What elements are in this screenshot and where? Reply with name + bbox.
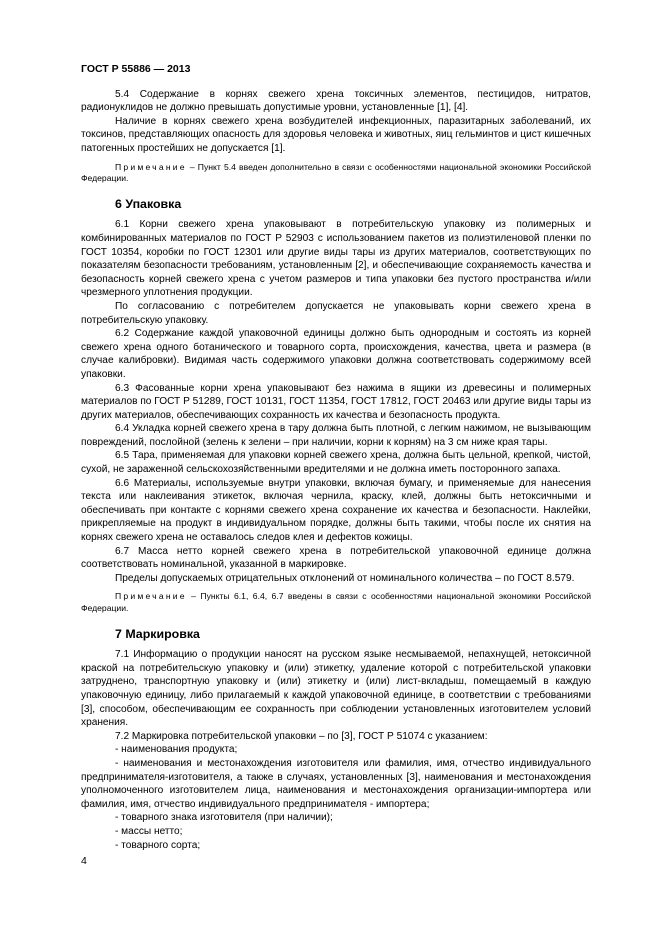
list-item: - наименования и местонахождения изготовителя или фамилия, имя, отчество индивидуального предпринимателя-изготовителя, а также в случаях, установленных [3], наименования и местонахождения уполномоченного изготовителем лица, наименования и местонахождения организации-импортера или фамилия, имя, отчество индивидуального предпринимателя - импортера; (81, 757, 591, 810)
paragraph-5-4-cont: Наличие в корнях свежего хрена возбудителей инфекционных, паразитарных заболеваний, их токсинов, представляющих опасность для здоровья человека и животных, яиц гельминтов и цист кишечных патогенных простейших не допускается [1]. (81, 115, 591, 154)
paragraph-6-1-cont: По согласованию с потребителем допускается не упаковывать корни свежего хрена в потребительскую упаковку. (81, 300, 591, 326)
paragraph-6-3: 6.3 Фасованные корни хрена упаковывают без нажима в ящики из древесины и полимерных материалов по ГОСТ Р 51289, ГОСТ 10131, ГОСТ 11354, ГОСТ 17812, ГОСТ 20463 или другие виды тары из других материалов, обеспечивающих сохранность их качества и безопасность продукта. (81, 382, 591, 421)
document-header: ГОСТ Р 55886 — 2013 (81, 63, 191, 75)
note-text: – Пункт 5.4 введен дополнительно в связи с особенностями национальной экономики Российской Федерации. (81, 161, 591, 183)
note-text: – Пункты 6.1, 6.4, 6.7 введены в связи с особенностями национальной экономики Российской Федерации. (81, 591, 591, 613)
paragraph-6-7: 6.7 Масса нетто корней свежего хрена в потребительской упаковочной единице должна соответствовать номинальной, указанной в маркировке. (81, 545, 591, 571)
paragraph-7-2: 7.2 Маркировка потребительской упаковки – по [3], ГОСТ Р 51074 с указанием: (115, 730, 488, 742)
paragraph-6-2: 6.2 Содержание каждой упаковочной единицы должно быть однородным и состоять из корней свежего хрена одного ботанического и товарного сорта, происхождения, качества, цвета и размера (в случае калибровки). Видимая часть содержимого упаковки должна соответствовать содержимому всей упаковки. (81, 328, 591, 380)
paragraph-6-4: 6.4 Укладка корней свежего хрена в тару должна быть плотной, с легким нажимом, не вызывающим повреждений, послойной (зелень к зелени – при наличии, корни к корням) на 3 см ниже края тары. (81, 423, 591, 448)
note-lead: Примечание (115, 161, 187, 172)
note-6 (81, 591, 591, 614)
section-6-heading: 6 Упаковка (115, 197, 182, 212)
paragraph-6-1: 6.1 Корни свежего хрена упаковывают в потребительскую упаковку из полимерных и комбинированных материалов по ГОСТ Р 52903 с использованием пакетов из полиэтиленовой пленки по ГОСТ 10354, коробки по ГОСТ 12301 или другие виды тары из других материалов, соответствующих по показателям безопасности требованиям, установленным [2], и обеспечивающие сохраняемость качества и безопасность корней свежего хрена с учетом размеров и типа упаковки без пустого пространства и/или чрезмерного уплотнения продукции. (81, 219, 591, 299)
paragraph-5-4: 5.4 Содержание в корнях свежего хрена токсичных элементов, пестицидов, нитратов, радионуклидов не должно превышать допустимые уровни, установленные [1], [4]. (81, 88, 591, 114)
list-item: - товарного сорта; (115, 839, 201, 851)
note-5-4 (81, 162, 591, 185)
note-lead: Примечание (115, 591, 187, 602)
section-7-heading: 7 Маркировка (115, 627, 200, 642)
list-item: - наименования продукта; (115, 744, 238, 756)
paragraph-6-6: 6.6 Материалы, используемые внутри упаковки, включая бумагу, и применяемые для нанесения текста или наклеивания этикеток, включая чернила, краску, клей, должны быть нетоксичными и обеспечивать при контакте с корнями свежего хрена сохранение их качества и безопасности. Наклейки, прикрепляемые на продукт в индивидуальном порядке, должны быть такими, чтобы после их снятия на корнях свежего хрена не оставалось следов клея и дефектов кожицы. (81, 477, 591, 544)
paragraph-6-7-cont: Пределы допускаемых отрицательных отклонений от номинального количества – по ГОСТ 8.579. (115, 572, 575, 584)
list-item: - массы нетто; (115, 825, 183, 837)
paragraph-6-5: 6.5 Тара, применяемая для упаковки корней свежего хрена, должна быть цельной, крепкой, чистой, сухой, не зараженной сельскохозяйственными вредителями и не должна иметь посторонного запаха. (81, 450, 591, 476)
paragraph-7-1: 7.1 Информацию о продукции наносят на русском языке несмываемой, непахнущей, нетоксичной краской на потребительскую упаковку и (или) этикетку, удаление которой с потребительской упаковки затруднено, транспортную упаковку и (или) этикетку и (или) лист-вкладыш, помещаемый в каждую упаковочную единицу, либо прилагаемый к каждой упаковочной единице, в соответствии с требованиями [3], способом, обеспечивающим ее сохранность при соблюдении установленных изготовителем условий хранения. (81, 649, 591, 729)
list-item: - товарного знака изготовителя (при наличии); (115, 812, 333, 824)
page-number: 4 (81, 855, 87, 867)
